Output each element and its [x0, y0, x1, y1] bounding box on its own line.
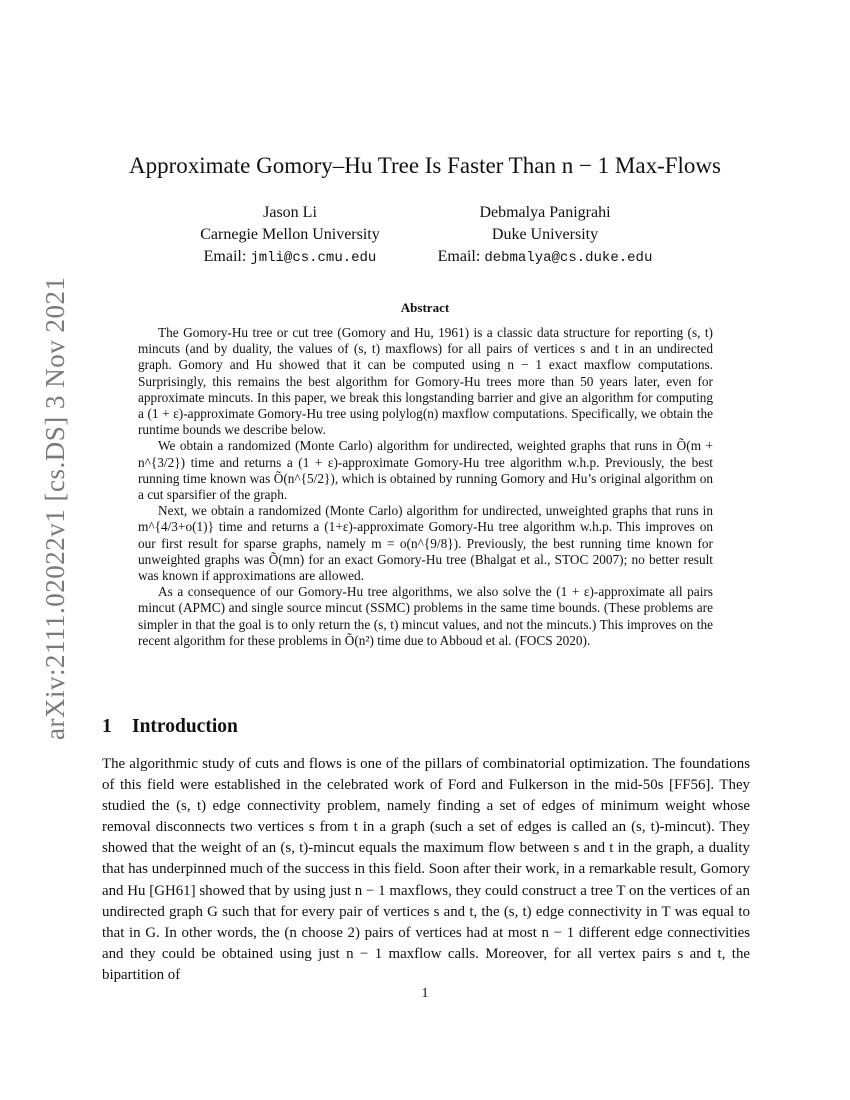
abstract-paragraph: As a consequence of our Gomory-Hu tree algorithms, we also solve the (1 + ε)-approximate all pairs mincut (APMC) and single source mincut (SSMC) problems in the same time bounds. (These problems are simpler in that the goal is to only return the (s, t) mincut values, and not the mincuts.) This improves on the recent algorithm for these problems in Õ(n²) time due to Abboud et al. (FOCS 2020).: [138, 584, 713, 648]
abstract-paragraph: Next, we obtain a randomized (Monte Carlo) algorithm for undirected, unweighted graphs that runs in m^{4/3+o(1)} time and returns a (1+ε)-approximate Gomory-Hu tree algorithm w.h.p. This improves on our first result for sparse graphs, namely m = o(n^{9/8}). Previously, the best running time known for unweighted graphs was Õ(mn) for an exact Gomory-Hu tree (Bhalgat et al., STOC 2007); no better result was known if approximations are allowed.: [138, 503, 713, 584]
section-title: Introduction: [132, 716, 238, 737]
author-affiliation: Duke University: [491, 226, 599, 243]
abstract-paragraph: The Gomory-Hu tree or cut tree (Gomory and Hu, 1961) is a classic data structure for reporting (s, t) mincuts (and by duality, the values of (s, t) maxflows) for all pairs of vertices s and t in an undirected graph. Gomory and Hu showed that it can be computed using n − 1 exact maxflow computations. Surprisingly, this remains the best algorithm for Gomory-Hu trees more than 50 years later, even for approximate mincuts. In this paper, we break this longstanding barrier and give an algorithm for computing a (1 + ε)-approximate Gomory-Hu tree using polylog(n) maxflow computations. Specifically, we obtain the runtime bounds we describe below.: [138, 325, 713, 438]
arxiv-identifier: arXiv:2111.02022v1 [cs.DS] 3 Nov 2021: [40, 276, 70, 740]
abstract-body: [138, 325, 713, 649]
abstract-heading: Abstract: [400, 300, 450, 315]
author-email[interactable]: debmalya@cs.duke.edu: [484, 250, 653, 266]
author-block-2: [425, 202, 665, 269]
section-number: 1: [102, 716, 112, 737]
author-affiliation: Carnegie Mellon University: [200, 226, 380, 243]
author-email-line: [425, 246, 665, 269]
author-name: Debmalya Panigrahi: [479, 204, 611, 221]
page-number: 1: [421, 986, 429, 1001]
paper-title: Approximate Gomory–Hu Tree Is Faster Than n − 1 Max-Flows: [129, 153, 721, 178]
intro-paragraph: The algorithmic study of cuts and flows is one of the pillars of combinatorial optimization. The foundations of this field were established in the celebrated work of Ford and Fulkerson in the mid-50s [FF56]. They studied the (s, t) edge connectivity problem, namely finding a set of edges of minimum weight whose removal disconnects two vertices s from t in a graph (such a set of edges is called an (s, t)-mincut). They showed that the weight of an (s, t)-mincut equals the maximum flow between s and t in the graph, a duality that has underpinned much of the success in this field. Soon after their work, in a remarkable result, Gomory and Hu [GH61] showed that by using just n − 1 maxflows, they could construct a tree T on the vertices of an undirected graph G such that for every pair of vertices s and t, the (s, t) edge connectivity in T was equal to that in G. In other words, the (n choose 2) pairs of vertices had at most n − 1 different edge connectivities and they could be obtained using just n − 1 maxflow calls. Moreover, for all vertex pairs s and t, the bipartition of: [102, 756, 750, 983]
author-block-1: [180, 202, 400, 269]
author-name: Jason Li: [263, 204, 317, 221]
abstract-paragraph: We obtain a randomized (Monte Carlo) algorithm for undirected, weighted graphs that runs in Õ(m + n^{3/2}) time and returns a (1 + ε)-approximate Gomory-Hu tree algorithm w.h.p. Previously, the best running time known was Õ(n^{5/2}), which is obtained by running Gomory and Hu’s original algorithm on a cut sparsifier of the graph.: [138, 438, 713, 503]
email-label: Email:: [203, 248, 247, 265]
author-email[interactable]: jmli@cs.cmu.edu: [250, 250, 377, 266]
section-heading: [102, 716, 238, 738]
email-label: Email:: [437, 248, 481, 265]
author-email-line: [180, 246, 400, 269]
